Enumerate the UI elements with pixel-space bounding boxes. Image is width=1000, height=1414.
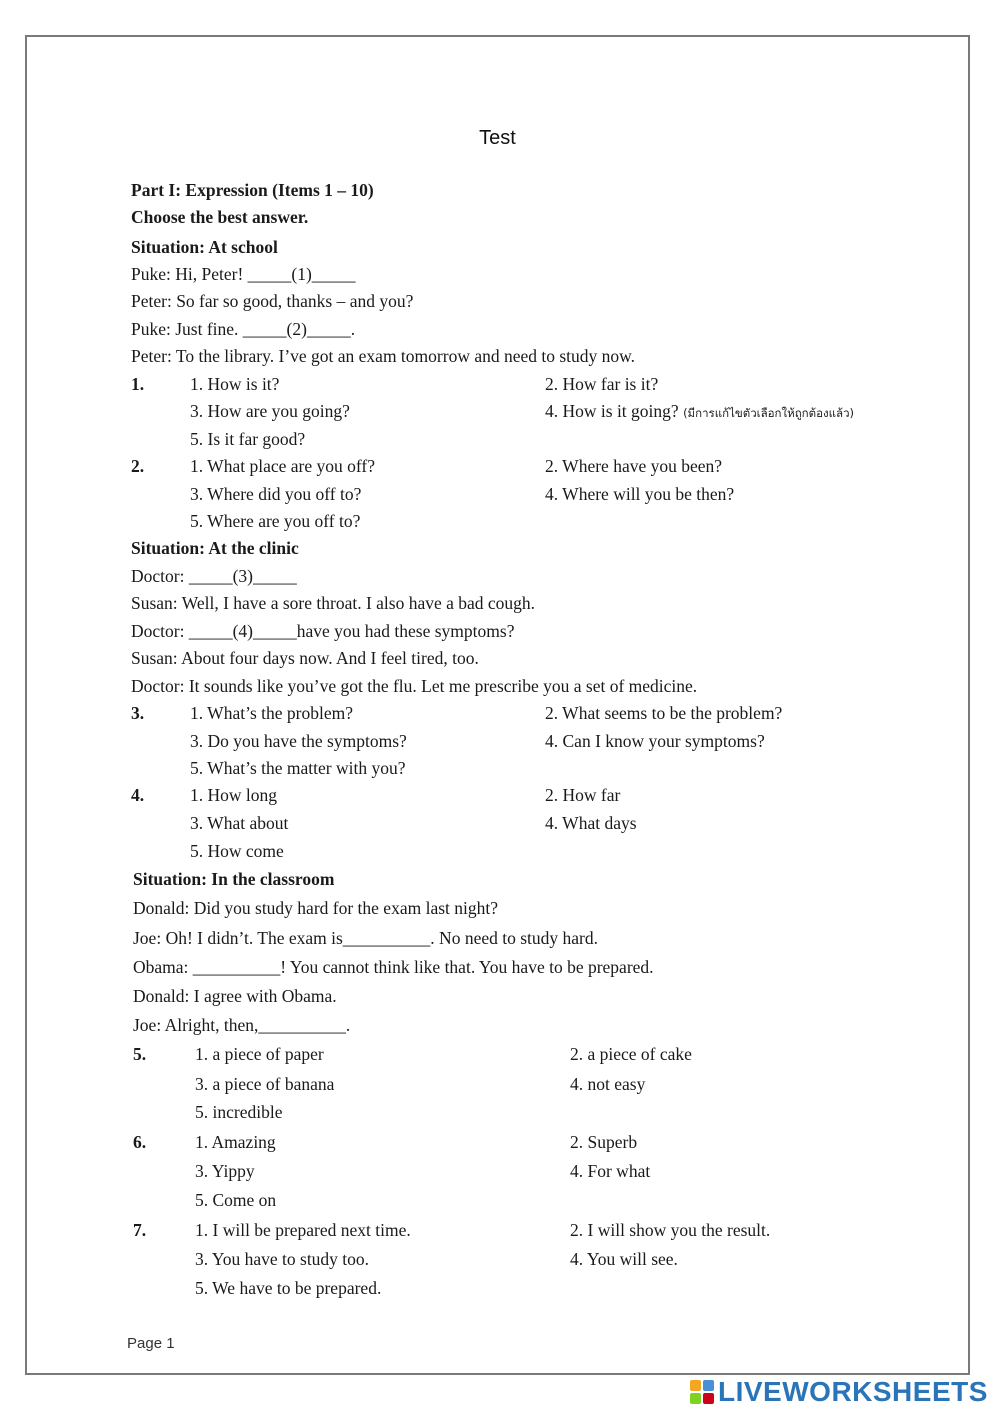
worksheet-page [25,35,970,1375]
dialogue-line: Susan: Well, I have a sore throat. I also have a bad cough. [131,593,536,613]
situation-heading: Situation: At school [131,237,278,257]
question-number: 1. [131,374,145,394]
dialogue-line: Obama: __________! You cannot think like that. You have to be prepared. [133,957,654,977]
dialogue-line: Peter: To the library. I’ve got an exam tomorrow and need to study now. [131,346,636,366]
dialogue-line: Peter: So far so good, thanks – and you? [131,291,414,311]
answer-option[interactable]: 1. How is it? [190,374,280,394]
question-number: 5. [133,1044,147,1064]
dialogue-line: Doctor: _____(3)_____ [131,566,297,586]
situation-heading: Situation: In the classroom [133,869,335,889]
answer-option[interactable]: 5. incredible [195,1102,283,1122]
answer-option[interactable]: 2. Where have you been? [545,456,723,476]
answer-option[interactable]: 2. How far is it? [545,374,659,394]
answer-option[interactable]: 4. For what [570,1161,651,1181]
logo-square-icon [690,1393,701,1404]
answer-option[interactable]: 1. a piece of paper [195,1044,324,1064]
answer-option[interactable]: 5. How come [190,841,284,861]
answer-option[interactable]: 5. Where are you off to? [190,511,361,531]
answer-option[interactable]: 2. a piece of cake [570,1044,692,1064]
part-instruction: Choose the best answer. [131,207,309,227]
answer-option[interactable]: 3. Do you have the symptoms? [190,731,407,751]
page-number: Page 1 [127,1335,175,1352]
answer-option[interactable]: 4. You will see. [570,1249,678,1269]
answer-option[interactable]: 3. You have to study too. [195,1249,370,1269]
answer-option[interactable]: 2. What seems to be the problem? [545,703,783,723]
logo-square-icon [690,1380,701,1391]
answer-option[interactable]: 5. Is it far good? [190,429,306,449]
liveworksheets-watermark [690,1377,988,1407]
question-number: 6. [133,1132,147,1152]
answer-option[interactable]: 3. a piece of banana [195,1074,335,1094]
answer-option[interactable]: 2. I will show you the result. [570,1220,771,1240]
question-number: 3. [131,703,145,723]
answer-option[interactable]: 3. What about [190,813,289,833]
watermark-text: LIVEWORKSHEETS [718,1376,988,1407]
part-heading: Part I: Expression (Items 1 – 10) [131,180,374,200]
dialogue-line: Joe: Alright, then,__________. [133,1015,351,1035]
answer-option-text: 4. How is it going? [545,401,679,421]
situation-heading: Situation: At the clinic [131,538,299,558]
answer-option[interactable]: 1. What’s the problem? [190,703,353,723]
dialogue-line: Puke: Hi, Peter! _____(1)_____ [131,264,356,284]
correction-note: (มีการแก้ไขตัวเลือกให้ถูกต้องแล้ว) [683,406,855,420]
answer-option[interactable]: 3. Where did you off to? [190,484,362,504]
answer-option[interactable] [545,403,854,421]
dialogue-line: Doctor: _____(4)_____have you had these symptoms? [131,621,515,641]
logo-square-icon [703,1380,714,1391]
answer-option[interactable]: 1. Amazing [195,1132,276,1152]
answer-option[interactable]: 4. not easy [570,1074,646,1094]
dialogue-line: Donald: I agree with Obama. [133,986,337,1006]
answer-option[interactable]: 2. How far [545,785,621,805]
answer-option[interactable]: 1. How long [190,785,278,805]
answer-option[interactable]: 4. Where will you be then? [545,484,735,504]
answer-option[interactable]: 5. What’s the matter with you? [190,758,406,778]
answer-option[interactable]: 4. Can I know your symptoms? [545,731,765,751]
answer-option[interactable]: 2. Superb [570,1132,638,1152]
dialogue-line: Puke: Just fine. _____(2)_____. [131,319,356,339]
answer-option[interactable]: 1. What place are you off? [190,456,375,476]
question-number: 4. [131,785,145,805]
answer-option[interactable]: 3. Yippy [195,1161,255,1181]
page-title: Test [479,127,516,149]
answer-option[interactable]: 4. What days [545,813,637,833]
logo-square-icon [703,1393,714,1404]
dialogue-line: Donald: Did you study hard for the exam last night? [133,898,498,918]
dialogue-line: Joe: Oh! I didn’t. The exam is__________. No need to study hard. [133,928,598,948]
question-number: 2. [131,456,145,476]
answer-option[interactable]: 3. How are you going? [190,401,350,421]
liveworksheets-logo-icon [690,1380,714,1404]
question-number: 7. [133,1220,147,1240]
answer-option[interactable]: 5. Come on [195,1190,277,1210]
dialogue-line: Doctor: It sounds like you’ve got the flu. Let me prescribe you a set of medicine. [131,676,698,696]
answer-option[interactable]: 1. I will be prepared next time. [195,1220,411,1240]
answer-option[interactable]: 5. We have to be prepared. [195,1278,382,1298]
dialogue-line: Susan: About four days now. And I feel tired, too. [131,648,479,668]
